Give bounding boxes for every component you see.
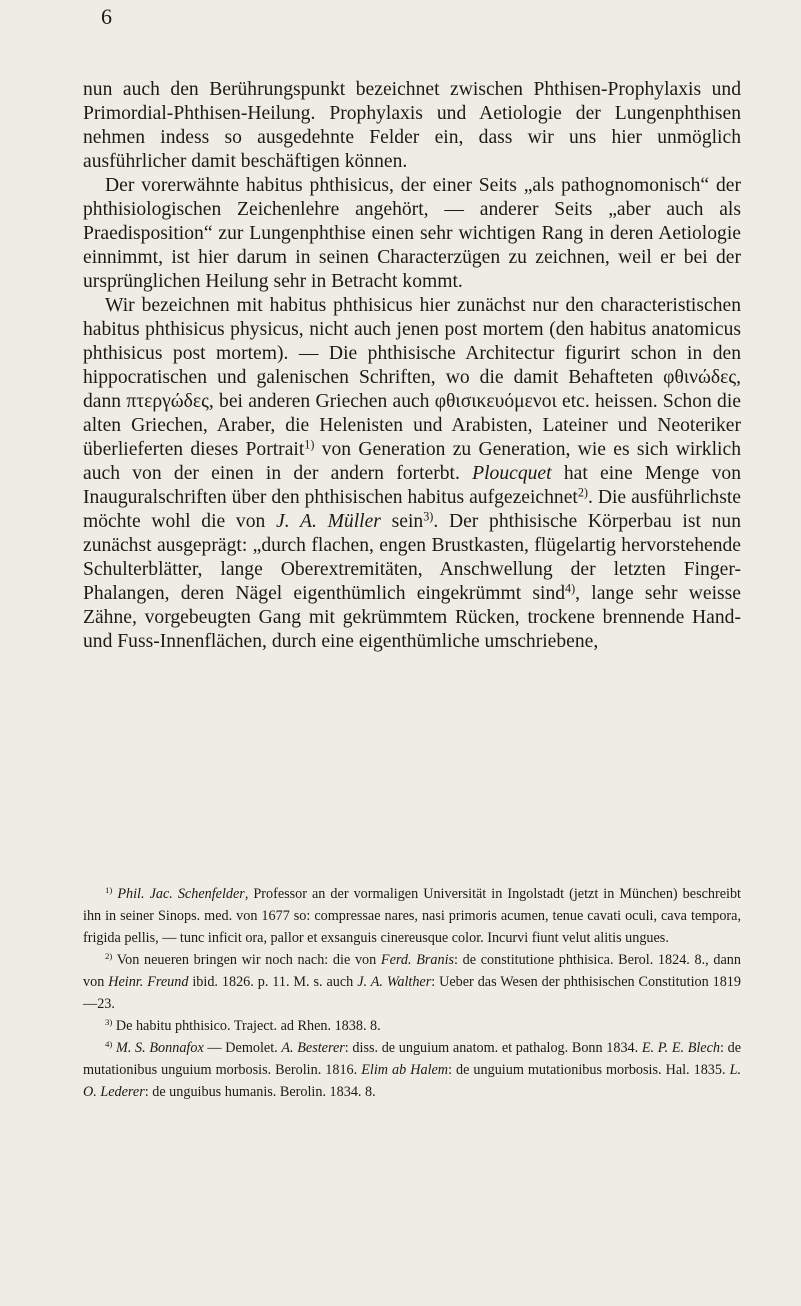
- cited-name: E. P. E. Blech: [641, 1040, 721, 1056]
- text-run: : de unguium mutationibus morbosis. Hal. 1835.: [448, 1062, 730, 1078]
- footnote-marker: 3): [423, 509, 434, 524]
- text-run: hat eine Menge von Inauguralschriften über den phthisischen habitus aufgezeichnet: [83, 463, 741, 508]
- footnote: [83, 1015, 741, 1037]
- paragraph: [83, 294, 741, 654]
- text-run: von Generation zu Generation, wie es sich wirklich auch von der einen in der andern forterbt.: [83, 439, 741, 484]
- footnote-marker: 4): [565, 581, 576, 596]
- text-run: De habitu phthisico. Traject. ad Rhen. 1838. 8.: [112, 1018, 381, 1034]
- cited-name: Elim ab Halem: [361, 1062, 449, 1078]
- text-run: sein: [380, 511, 424, 532]
- text-run: Wir bezeichnen mit habitus phthisicus hier zunächst nur den characteristischen habitus phthisicus physicus, nicht auch jenen post mortem (den habitus anatomicus phthisicus post mortem). — Die phthisische Architectur figurirt schon in den hippocratischen und galenischen Schriften, wo die damit Behafteten φθινώδες, dann πτεργώδες, bei anderen Griechen auch φθισικευόμενοι etc. heissen. Schon die alten Griechen, Araber, die Helenisten und Arabisten, Lateiner und Neoteriker überlieferten dieses Portrait: [83, 295, 741, 460]
- footnote-marker: 1): [105, 885, 113, 896]
- text-run: . Der phthisische Körperbau ist nun zunächst ausgeprägt: „durch flachen, engen Brustkasten, flügelartig hervorstehende Schulterblätter, lange Oberextremitäten, Anschwellung der letzten Finger-Phalangen, deren Nägel eigenthümlich eingekrümmt sind: [83, 511, 742, 604]
- text-run: : diss. de unguium anatom. et pathalog. Bonn 1834.: [344, 1040, 642, 1056]
- cited-name: Heinr. Freund: [108, 974, 189, 990]
- cited-name: L. O. Lederer: [83, 1062, 741, 1100]
- footnote-marker: 4): [105, 1039, 113, 1050]
- footnote: [83, 1037, 741, 1103]
- page-number: 6: [101, 4, 112, 29]
- text-run: , lange sehr weisse Zähne, vorgebeugten Gang mit gekrümmtem Rücken, trockene brennende Hand- und Fuss-Innenflächen, durch eine eigenthümliche umschriebene,: [83, 583, 741, 652]
- footnote-marker: 2): [577, 485, 588, 500]
- text-run: : de unguibus humanis. Berolin. 1834. 8.: [144, 1084, 376, 1100]
- text-run: , Professor an der vormaligen Universität in Ingolstadt (jetzt in München) beschreibt ihn in seiner Sinops. med. von 1677 so: compressae nares, nasi primoris acumen, tenue cavati oculi, cava tempora, frigida pellis, — tunc inficit ora, pallor et exsanguis cinereusque color. Incurvi fiunt velut alitis ungues.: [83, 886, 741, 946]
- text-run: Der vorerwähnte habitus phthisicus, der einer Seits „als pathognomonisch“ der phthisiologischen Zeichenlehre angehört, — anderer Seits „aber auch als Praedisposition“ zur Lungenphthise einen sehr wichtigen Rang in deren Aetiologie einnimmt, ist hier darum in seinen Characterzügen zu zeichnen, weil er bei der ursprünglichen Heilung sehr in Betracht kommt.: [83, 175, 741, 292]
- body-text: [83, 78, 741, 654]
- paragraph: [83, 78, 741, 174]
- text-run: : de mutationibus unguium morbosis. Berolin. 1816.: [83, 1040, 742, 1078]
- cited-name: Ploucquet: [472, 463, 552, 484]
- cited-name: Phil. Jac. Schenfelder: [117, 886, 245, 902]
- text-run: ibid. 1826. p. 11. M. s. auch: [188, 974, 358, 990]
- footnotes: [83, 883, 741, 1103]
- cited-name: A. Besterer: [281, 1040, 345, 1056]
- cited-name: J. A. Müller: [276, 511, 381, 532]
- cited-name: Ferd. Branis: [380, 952, 455, 968]
- cited-name: J. A. Walther: [357, 974, 432, 990]
- text-run: : Ueber das Wesen der phthisischen Constitution 1819—23.: [83, 974, 741, 1012]
- footnote: [83, 883, 741, 949]
- footnote: [83, 949, 741, 1015]
- text-run: Von neueren bringen wir noch nach: die von: [112, 952, 381, 968]
- cited-name: M. S. Bonnafox: [116, 1040, 204, 1056]
- footnote-marker: 1): [304, 437, 315, 452]
- text-run: . Die ausführlichste möchte wohl die von: [83, 487, 741, 532]
- text-run: — Demolet.: [203, 1040, 282, 1056]
- text-run: : de constitutione phthisica. Berol. 1824. 8., dann von: [83, 952, 741, 990]
- paragraph: [83, 174, 741, 294]
- text-run: nun auch den Berührungspunkt bezeichnet zwischen Phthisen-Prophylaxis und Primordial-Phthisen-Heilung. Prophylaxis und Aetiologie der Lungenphthisen nehmen indess so ausgedehnte Felder ein, dass wir uns hier unmöglich ausführlicher damit beschäftigen können.: [83, 79, 741, 172]
- footnote-marker: 2): [105, 951, 113, 962]
- footnote-marker: 3): [105, 1017, 113, 1028]
